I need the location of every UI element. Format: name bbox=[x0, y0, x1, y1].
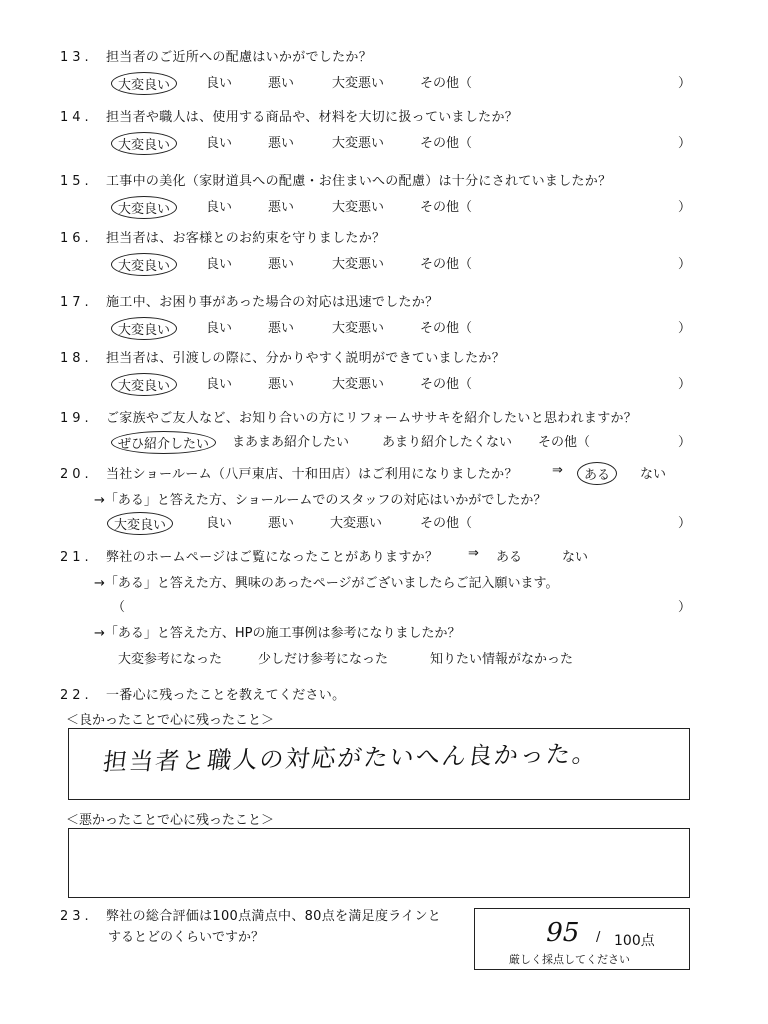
option-bad[interactable]: 悪い bbox=[268, 76, 295, 91]
option-no[interactable]: ない bbox=[640, 467, 667, 482]
question-21 bbox=[60, 546, 438, 565]
question-text: 担当者や職人は、使用する商品や、材料を大切に扱っていましたか？ bbox=[106, 110, 519, 125]
question-18 bbox=[60, 347, 505, 366]
option-slightly-helpful[interactable]: 少しだけ参考になった bbox=[258, 652, 389, 667]
option-very-good[interactable]: 大変良い bbox=[111, 317, 177, 340]
question-20 bbox=[60, 463, 518, 482]
question-text: 工事中の美化（家財道具への配慮・お住まいへの配慮）は十分にされていましたか？ bbox=[106, 174, 612, 189]
paren-close: ） bbox=[678, 200, 692, 215]
score-value: 95 bbox=[542, 918, 583, 948]
bad-memory-box[interactable] bbox=[68, 828, 690, 898]
question-22 bbox=[60, 684, 345, 703]
question-text: 施工中、お困り事があった場合の対応は迅速でしたか？ bbox=[106, 295, 439, 310]
paren-close: ） bbox=[678, 257, 692, 272]
option-very-good[interactable]: 大変良い bbox=[111, 196, 177, 219]
question-number: 14. bbox=[60, 110, 93, 125]
option-very-bad[interactable]: 大変悪い bbox=[330, 516, 383, 531]
paren-close: ） bbox=[678, 76, 692, 91]
option-good[interactable]: 良い bbox=[206, 516, 233, 531]
option-bad[interactable]: 悪い bbox=[268, 200, 295, 215]
option-bad[interactable]: 悪い bbox=[268, 321, 295, 336]
q13-options bbox=[0, 72, 768, 92]
option-very-bad[interactable]: 大変悪い bbox=[332, 377, 385, 392]
arrow-icon: ⇒ bbox=[552, 463, 563, 478]
option-no[interactable]: ない bbox=[562, 550, 589, 565]
question-13 bbox=[60, 46, 372, 65]
score-slash: / bbox=[596, 930, 601, 945]
option-not-recommend[interactable]: あまり紹介したくない bbox=[382, 435, 513, 450]
q21-followup-2: →「ある」と答えた方、HPの施工事例は参考になりましたか？ bbox=[94, 626, 461, 641]
option-very-helpful[interactable]: 大変参考になった bbox=[118, 652, 223, 667]
q14-options bbox=[0, 132, 768, 152]
question-16 bbox=[60, 227, 385, 246]
paren-open: （ bbox=[112, 600, 126, 615]
question-number: 23. bbox=[60, 909, 93, 924]
option-no-info[interactable]: 知りたい情報がなかった bbox=[430, 652, 574, 667]
option-other[interactable]: その他（ bbox=[538, 435, 591, 450]
question-23 bbox=[60, 905, 441, 924]
option-good[interactable]: 良い bbox=[206, 377, 233, 392]
paren-close: ） bbox=[678, 136, 692, 151]
arrow-icon: ⇒ bbox=[468, 546, 479, 561]
q20-followup: →「ある」と答えた方、ショールームでのスタッフの対応はいかがでしたか？ bbox=[94, 493, 547, 508]
question-14 bbox=[60, 106, 518, 125]
good-memory-answer: 担当者と職人の対応がたいへん良かった。 bbox=[101, 739, 600, 777]
option-good[interactable]: 良い bbox=[206, 200, 233, 215]
option-other[interactable]: その他（ bbox=[420, 321, 473, 336]
q21-options bbox=[0, 648, 768, 668]
option-good[interactable]: 良い bbox=[206, 76, 233, 91]
option-very-bad[interactable]: 大変悪い bbox=[332, 200, 385, 215]
option-definitely-recommend[interactable]: ぜひ紹介したい bbox=[111, 431, 216, 454]
question-number: 16. bbox=[60, 231, 93, 246]
option-somewhat-recommend[interactable]: まあまあ紹介したい bbox=[232, 435, 350, 450]
option-very-good[interactable]: 大変良い bbox=[111, 373, 177, 396]
question-number: 13. bbox=[60, 50, 93, 65]
paren-close: ） bbox=[678, 516, 692, 531]
question-text: 当社ショールーム（八戸東店、十和田店）はご利用になりましたか？ bbox=[106, 467, 518, 482]
question-text: ご家族やご友人など、お知り合いの方にリフォームササキを紹介したいと思われますか？ bbox=[106, 411, 638, 426]
question-17 bbox=[60, 291, 438, 310]
option-very-good[interactable]: 大変良い bbox=[107, 512, 173, 535]
question-text: 担当者は、引渡しの際に、分かりやすく説明ができていましたか？ bbox=[106, 351, 506, 366]
question-text: 一番心に残ったことを教えてください。 bbox=[106, 688, 346, 703]
option-bad[interactable]: 悪い bbox=[268, 257, 295, 272]
q16-options bbox=[0, 253, 768, 273]
option-very-bad[interactable]: 大変悪い bbox=[332, 321, 385, 336]
question-number: 21. bbox=[60, 550, 93, 565]
option-bad[interactable]: 悪い bbox=[268, 377, 295, 392]
option-very-bad[interactable]: 大変悪い bbox=[332, 136, 385, 151]
option-very-bad[interactable]: 大変悪い bbox=[332, 76, 385, 91]
question-number: 22. bbox=[60, 688, 93, 703]
option-bad[interactable]: 悪い bbox=[268, 516, 295, 531]
paren-close: ） bbox=[678, 435, 692, 450]
option-very-good[interactable]: 大変良い bbox=[111, 132, 177, 155]
option-other[interactable]: その他（ bbox=[420, 136, 473, 151]
question-text: 弊社の総合評価は100点満点中、80点を満足度ラインと bbox=[106, 909, 442, 924]
option-yes[interactable]: ある bbox=[496, 550, 523, 565]
bad-memory-label: ＜悪かったことで心に残ったこと＞ bbox=[66, 813, 275, 828]
question-number: 15. bbox=[60, 174, 93, 189]
option-yes[interactable]: ある bbox=[577, 462, 617, 485]
question-text: 担当者のご近所への配慮はいかがでしたか？ bbox=[106, 50, 373, 65]
option-good[interactable]: 良い bbox=[206, 136, 233, 151]
question-number: 18. bbox=[60, 351, 93, 366]
question-text: 弊社のホームページはご覧になったことがありますか？ bbox=[106, 550, 439, 565]
option-bad[interactable]: 悪い bbox=[268, 136, 295, 151]
option-very-bad[interactable]: 大変悪い bbox=[332, 257, 385, 272]
option-good[interactable]: 良い bbox=[206, 321, 233, 336]
option-other[interactable]: その他（ bbox=[420, 76, 473, 91]
paren-close: ） bbox=[678, 377, 692, 392]
option-other[interactable]: その他（ bbox=[420, 516, 473, 531]
question-text: 担当者は、お客様とのお約束を守りましたか？ bbox=[106, 231, 386, 246]
q21-followup-1: →「ある」と答えた方、興味のあったページがございましたらご記入願います。 bbox=[94, 576, 559, 591]
paren-close: ） bbox=[678, 321, 692, 336]
q19-options bbox=[0, 431, 768, 451]
question-19 bbox=[60, 407, 637, 426]
q15-options bbox=[0, 196, 768, 216]
good-memory-label: ＜良かったことで心に残ったこと＞ bbox=[66, 713, 275, 728]
option-other[interactable]: その他（ bbox=[420, 257, 473, 272]
score-max: 100点 bbox=[614, 933, 655, 949]
question-number: 19. bbox=[60, 411, 93, 426]
question-15 bbox=[60, 170, 611, 189]
paren-close[interactable]: ） bbox=[678, 600, 692, 615]
option-very-good[interactable]: 大変良い bbox=[111, 72, 177, 95]
option-very-good[interactable]: 大変良い bbox=[111, 253, 177, 276]
question-number: 20. bbox=[60, 467, 93, 482]
option-other[interactable]: その他（ bbox=[420, 377, 473, 392]
q17-options bbox=[0, 317, 768, 337]
option-good[interactable]: 良い bbox=[206, 257, 233, 272]
q20-options bbox=[0, 512, 768, 532]
question-23-line-2: するとどのくらいですか？ bbox=[108, 930, 265, 945]
option-other[interactable]: その他（ bbox=[420, 200, 473, 215]
question-number: 17. bbox=[60, 295, 93, 310]
score-note: 厳しく採点してください bbox=[509, 953, 630, 966]
q18-options bbox=[0, 373, 768, 393]
